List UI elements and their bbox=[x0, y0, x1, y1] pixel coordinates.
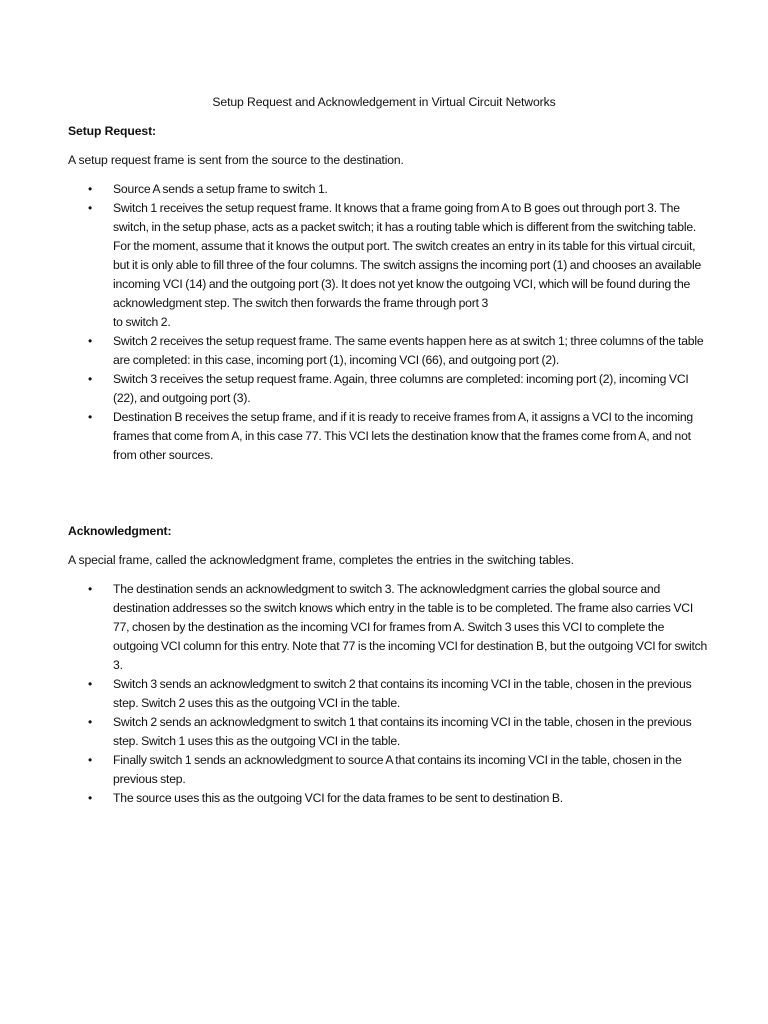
list-item bbox=[68, 180, 708, 199]
list-item bbox=[68, 713, 708, 751]
bullet-icon: • bbox=[88, 334, 93, 348]
list-item-text: Finally switch 1 sends an acknowledgment to source A that contains its incoming VCI in the table, chosen in the previous step. bbox=[113, 753, 682, 786]
list-item bbox=[68, 751, 708, 789]
list-item bbox=[68, 408, 708, 465]
bullet-icon: • bbox=[88, 715, 93, 729]
bullet-icon: • bbox=[88, 410, 93, 424]
setup-request-heading: Setup Request: bbox=[68, 124, 156, 138]
bullet-icon: • bbox=[88, 201, 93, 215]
list-item bbox=[68, 675, 708, 713]
list-item-text: Switch 2 sends an acknowledgment to switch 1 that contains its incoming VCI in the table, chosen in the previous step. Switch 1 uses this as the outgoing VCI in the table. bbox=[113, 715, 692, 748]
bullet-icon: • bbox=[88, 791, 93, 805]
bullet-icon: • bbox=[88, 582, 93, 596]
bullet-icon: • bbox=[88, 182, 93, 196]
list-item bbox=[68, 370, 708, 408]
list-item bbox=[68, 332, 708, 370]
document-title: Setup Request and Acknowledgement in Virtual Circuit Networks bbox=[212, 95, 556, 109]
acknowledgment-list bbox=[68, 580, 708, 808]
list-item-text: Destination B receives the setup frame, and if it is ready to receive frames from A, it assigns a VCI to the incoming frames that come from A, in this case 77. This VCI lets the destination know that the frames come from A, and not from other sources. bbox=[113, 410, 693, 462]
list-item-text: The source uses this as the outgoing VCI for the data frames to be sent to destination B. bbox=[113, 791, 563, 805]
acknowledgment-heading: Acknowledgment: bbox=[68, 524, 172, 538]
setup-request-list bbox=[68, 180, 708, 465]
list-item bbox=[68, 789, 708, 808]
list-item bbox=[68, 580, 708, 675]
list-item-text: Switch 3 sends an acknowledgment to switch 2 that contains its incoming VCI in the table, chosen in the previous step. Switch 2 uses this as the outgoing VCI in the table. bbox=[113, 677, 692, 710]
list-item-text: Switch 3 receives the setup request frame. Again, three columns are completed: incoming port (2), incoming VCI (22), and outgoing port (3). bbox=[113, 372, 689, 405]
list-item-text: Source A sends a setup frame to switch 1. bbox=[113, 182, 328, 196]
bullet-icon: • bbox=[88, 753, 93, 767]
list-item-text: The destination sends an acknowledgment to switch 3. The acknowledgment carries the global source and destination addresses so the switch knows which entry in the table is to be completed. The frame also carries VCI 77, chosen by the destination as the incoming VCI for frames from A. Switch 3 uses this VCI to complete the outgoing VCI column for this entry. Note that 77 is the incoming VCI for destination B, but the outgoing VCI for switch 3. bbox=[113, 582, 708, 672]
list-item-text: Switch 2 receives the setup request frame. The same events happen here as at switch 1; three columns of the table are completed: in this case, incoming port (1), incoming VCI (66), and outgoing port (2). bbox=[113, 334, 704, 367]
list-item bbox=[68, 199, 708, 332]
acknowledgment-intro: A special frame, called the acknowledgment frame, completes the entries in the switching tables. bbox=[68, 553, 574, 567]
bullet-icon: • bbox=[88, 677, 93, 691]
setup-request-intro: A setup request frame is sent from the source to the destination. bbox=[68, 153, 404, 167]
bullet-icon: • bbox=[88, 372, 93, 386]
list-item-text: Switch 1 receives the setup request frame. It knows that a frame going from A to B goes out through port 3. The switch, in the setup phase, acts as a packet switch; it has a routing table which is different from the switching table. For the moment, assume that it knows the output port. The switch creates an entry in its table for this virtual circuit, but it is only able to fill three of the four columns. The switch assigns the incoming port (1) and chooses an available incoming VCI (14) and the outgoing port (3). It does not yet know the outgoing VCI, which will be found during the acknowledgment step. The switch then forwards the frame through port 3 to switch 2. bbox=[113, 201, 702, 329]
